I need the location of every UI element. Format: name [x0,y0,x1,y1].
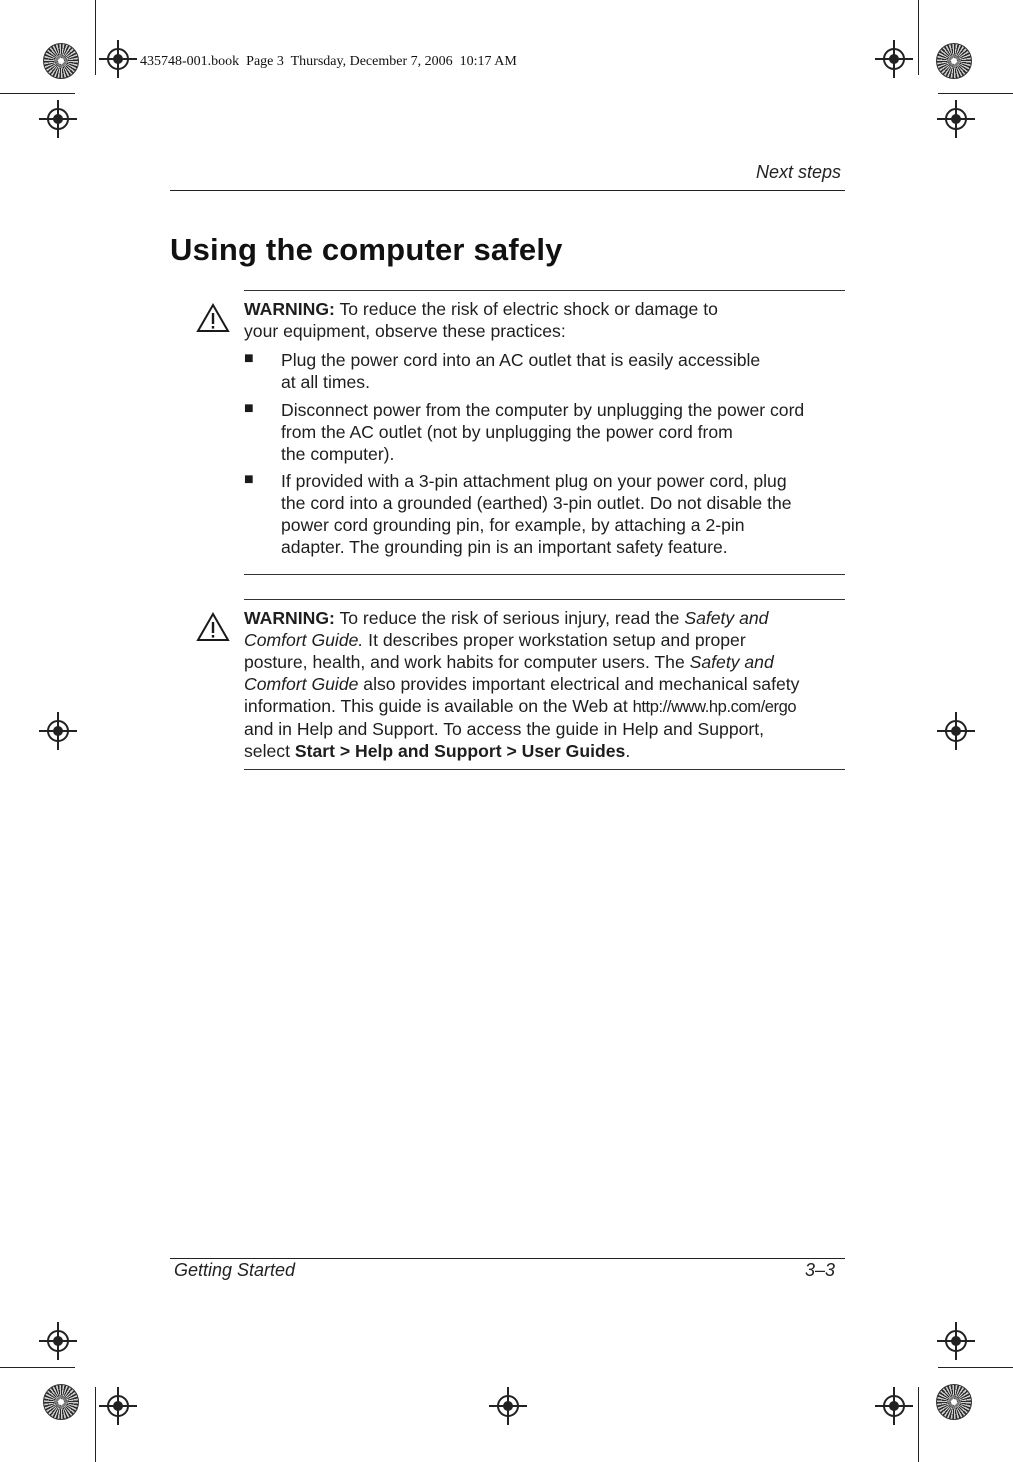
crop-mark [95,1387,96,1462]
list-item: Disconnect power from the computer by unplugging the power cord from the AC outlet (not by unplugging the power cord from the computer). [281,400,805,464]
warning-rule [244,574,845,575]
crop-mark [918,1387,919,1462]
header-rule [170,190,845,191]
warning-rule [244,290,845,291]
bullet-icon: ■ [244,400,254,417]
registration-mark-icon [945,720,967,742]
registration-mark-icon [945,108,967,130]
warning-label: WARNING: [244,299,335,319]
warning-icon [196,612,230,642]
registration-mark-icon [107,1395,129,1417]
registration-mark-icon [47,108,69,130]
registration-mark-icon [945,1330,967,1352]
crop-mark [918,0,919,75]
registration-mark-icon [47,720,69,742]
bullet-icon: ■ [244,471,254,488]
color-bar-icon [936,1384,972,1420]
page-title: Using the computer safely [170,232,563,267]
list-item: If provided with a 3-pin attachment plug on your power cord, plug the cord into a grounded (earthed) 3-pin outlet. Do not disable the power cord grounding pin, for example, by attaching a 2-pin adapter. The grounding pin is an important safety feature. [281,471,792,557]
color-bar-icon [43,43,79,79]
warning-rule [244,599,845,600]
crop-mark [938,93,1013,94]
warning-label: WARNING: [244,608,335,628]
crop-mark [95,0,96,75]
crop-mark [0,1367,75,1368]
ergo-link[interactable]: http://www.hp.com/ergo [632,698,797,716]
warning-icon [196,303,230,333]
bullet-icon: ■ [244,350,254,367]
footer-rule [170,1258,845,1259]
color-bar-icon [936,43,972,79]
registration-mark-icon [883,48,905,70]
print-slug: 435748-001.book Page 3 Thursday, December 7, 2006 10:17 AM [140,54,517,69]
color-bar-icon [43,1384,79,1420]
registration-mark-icon [497,1395,519,1417]
registration-mark-icon [47,1330,69,1352]
registration-mark-icon [883,1395,905,1417]
footer-book-title: Getting Started [174,1260,296,1280]
crop-mark [938,1367,1013,1368]
warning-1-intro: WARNING: To reduce the risk of electric shock or damage to your equipment, observe these practices: [244,299,718,341]
warning-rule [244,769,845,770]
list-item: Plug the power cord into an AC outlet that is easily accessible at all times. [281,350,761,392]
warning-2-text: WARNING: To reduce the risk of serious injury, read the Safety and Comfort Guide. It describes proper workstation setup and proper posture, health, and work habits for computer users. The Safety and Comfort Guide also provides important electrical and mechanical safety information. This guide is available on the Web at http://www.hp.com/ergo and in Help and Support. To access the guide in Help and Support, select Start > Help and Support > User Guides. [244,608,800,761]
crop-mark [0,93,75,94]
menu-path: Start > Help and Support > User Guides [294,741,626,761]
running-header: Next steps [755,162,841,182]
registration-mark-icon [107,48,129,70]
page-number: 3–3 [805,1260,836,1280]
